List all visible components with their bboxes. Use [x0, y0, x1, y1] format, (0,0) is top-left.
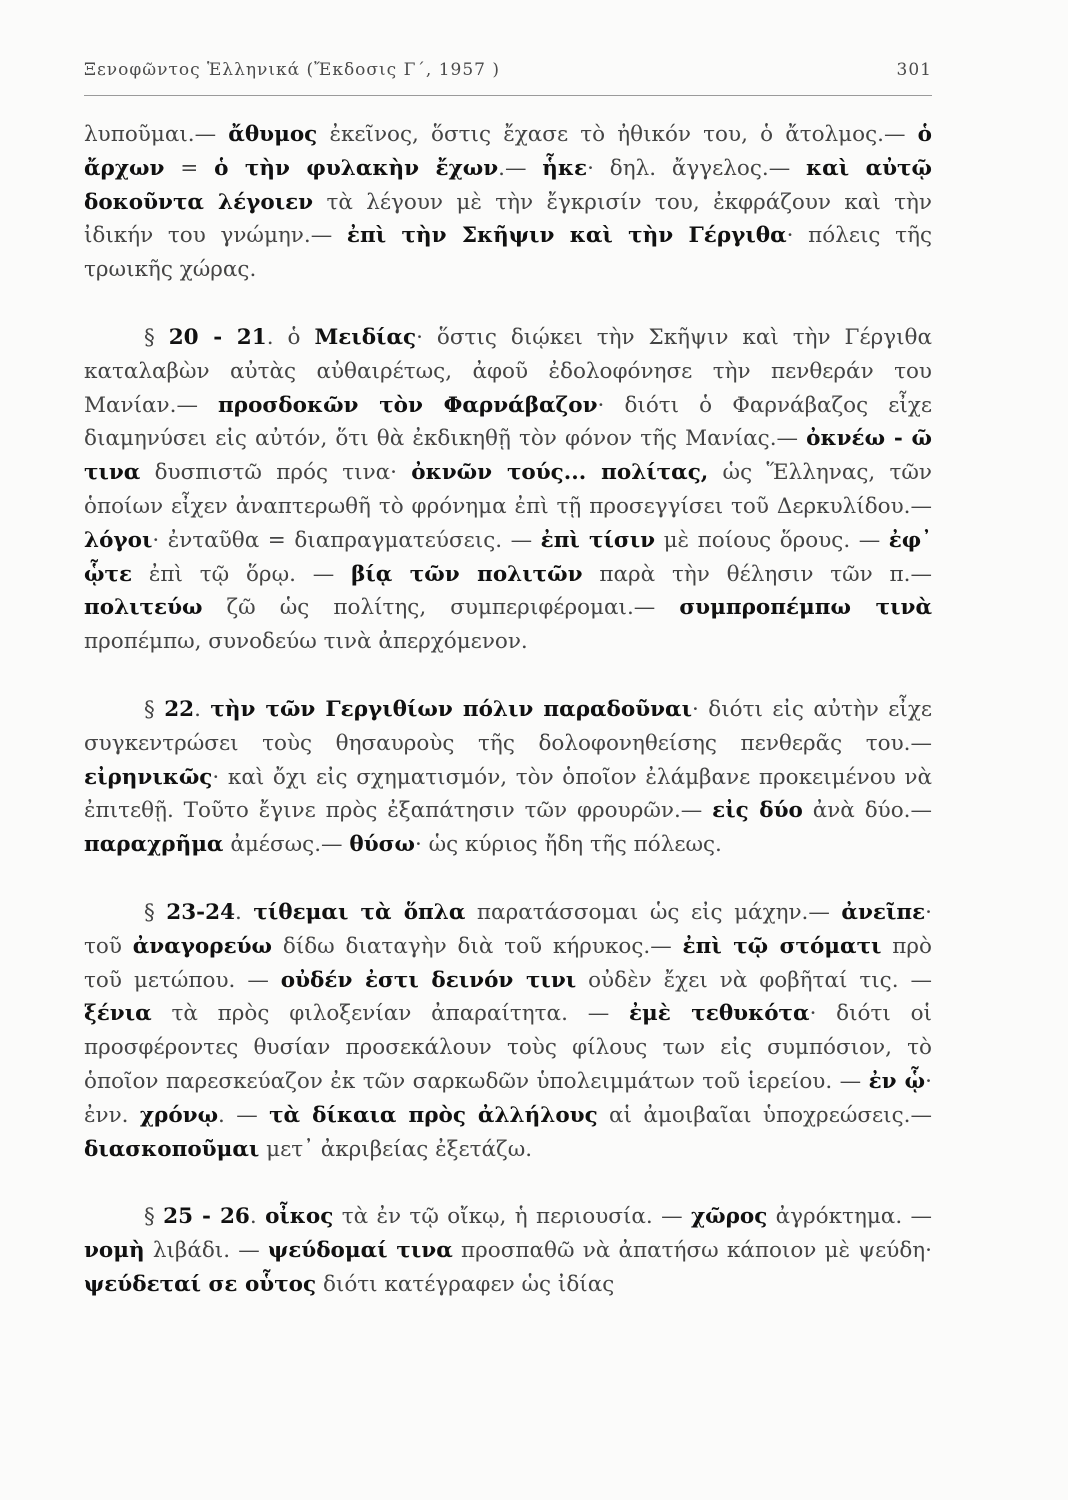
paragraph-section-23-24	[84, 896, 932, 1166]
gloss-text: · δηλ. ἄγγελος.—	[587, 155, 807, 181]
lemma: ἐφ᾽ ᾧτε	[84, 527, 932, 587]
lemma: ὁ ἄρχων	[84, 122, 932, 181]
gloss-text: παρὰ τὴν θέλησιν τῶν π.—	[582, 561, 932, 587]
header-rule	[84, 95, 932, 96]
lemma: εἰρηνικῶς	[84, 764, 213, 790]
gloss-text: §	[144, 696, 165, 722]
lemma: προσδοκῶν τὸν Φαρνάβαζον	[218, 392, 598, 418]
gloss-text: .—	[498, 155, 543, 181]
lemma: ἐπὶ τὴν Σκῆψιν καὶ τὴν Γέργιθα	[346, 223, 787, 249]
gloss-text: ζῶ ὡς πολίτης, συμπεριφέρομαι.—	[202, 595, 680, 621]
lemma: νομὴ	[84, 1238, 145, 1264]
lemma: ἐπὶ τίσιν	[540, 527, 656, 553]
gloss-text: λυποῦμαι.—	[84, 122, 229, 147]
gloss-text: ἀνὰ δύο.—	[802, 798, 932, 824]
gloss-text: πρὸ τοῦ μετώπου. —	[84, 933, 932, 993]
gloss-text: ἐκεῖνος, ὅστις ἔχασε τὸ ἠθικόν του, ὁ ἄτολμος.—	[317, 122, 918, 147]
lemma: εἰς δύο	[712, 798, 803, 824]
gloss-text: · ἐνταῦθα = διαπραγματεύσεις. —	[152, 527, 541, 553]
lemma: 20 - 21	[168, 324, 267, 350]
gloss-text: αἱ ἀμοιβαῖαι ὑποχρεώσεις.—	[597, 1102, 932, 1128]
gloss-text: . —	[218, 1102, 270, 1128]
lemma: οἶκος	[265, 1204, 334, 1230]
gloss-text: τὰ λέγουν μὲ τὴν ἔγκρισίν του, ἐκφράζουν καὶ τὴν ἰδικήν του γνώμην.—	[84, 189, 932, 249]
gloss-text: · πόλεις τῆς τρωικῆς χώρας.	[84, 223, 932, 283]
lemma: ἐν ᾧ	[868, 1068, 926, 1094]
gloss-text: .	[249, 1204, 266, 1230]
gloss-text: παρατάσσομαι ὡς εἰς μάχην.—	[465, 899, 842, 925]
lemma: συμπροπέμπω τινὰ	[679, 595, 932, 621]
lemma: οὐδέν ἐστι δεινόν τινι	[280, 967, 577, 993]
lemma: Μειδίας	[314, 324, 417, 350]
gloss-text: δίδω διαταγὴν διὰ τοῦ κήρυκος.—	[272, 933, 683, 959]
gloss-text: λιβάδι. —	[144, 1238, 268, 1264]
lemma: ψεύδεταί σε οὗτος	[84, 1271, 317, 1297]
gloss-text: §	[144, 324, 169, 350]
gloss-text: .	[235, 899, 254, 925]
lemma: ὁ τὴν φυλακὴν ἔχων	[214, 155, 499, 181]
gloss-text: μετ᾽ ἀκριβείας ἐξετάζω.	[259, 1136, 533, 1162]
gloss-text: · διότι εἰς αὐτὴν εἶχε συγκεντρώσει τοὺς θησαυροὺς τῆς δολοφονηθείσης πενθερᾶς του.—	[84, 696, 932, 756]
gloss-text: τὰ πρὸς φιλοξενίαν ἀπαραίτητα. —	[151, 1001, 629, 1027]
gloss-text: προσπαθῶ νὰ ἀπατήσω κάποιον μὲ ψεύδη·	[452, 1238, 932, 1264]
gloss-text: μὲ ποίους ὅρους. —	[655, 527, 889, 553]
paragraph-section-20-21	[84, 321, 932, 659]
gloss-text: . ὁ	[266, 324, 315, 350]
gloss-text: .	[194, 696, 211, 722]
lemma: ὀκνέω - ῶ τινα	[84, 426, 933, 486]
lemma: τὰ δίκαια πρὸς ἀλλήλους	[269, 1102, 598, 1128]
lemma: βίᾳ τῶν πολιτῶν	[351, 561, 583, 587]
gloss-text: · ὅστις διῴκει τὴν Σκῆψιν καὶ τὴν Γέργιθα καταλαβὼν αὐτὰς αὐθαιρέτως, ἀφοῦ ἐδολοφόνησε τὴν πενθεράν του Μανίαν.—	[84, 324, 932, 418]
lemma: 23-24	[166, 899, 236, 925]
lemma: ἧκε	[542, 155, 588, 181]
lemma: χῶρος	[690, 1204, 768, 1230]
gloss-text: · τοῦ	[84, 899, 932, 959]
gloss-text: ὡς Ἕλληνας, τῶν ὁποίων εἶχεν ἀναπτερωθῆ τὸ φρόνημα ἐπὶ τῇ προσεγγίσει τοῦ Δερκυλίδου.—	[84, 460, 932, 519]
gloss-text: · διότι οἱ προσφέροντες θυσίαν προσεκάλουν τοὺς φίλους των εἰς συμπόσιον, τὸ ὁποῖον παρεσκεύαζον ἐκ τῶν σαρκωδῶν ὑπολειμμάτων τοῦ ἱερείου. —	[84, 1001, 932, 1094]
commentary-body	[84, 118, 932, 1302]
lemma: 25 - 26	[163, 1204, 250, 1230]
gloss-text: · ἐνν.	[84, 1068, 932, 1128]
lemma: ἄθυμος	[228, 122, 318, 147]
gloss-text: ἀγρόκτημα. —	[767, 1204, 932, 1230]
gloss-text: ἐπὶ τῷ ὅρῳ. —	[132, 561, 352, 587]
gloss-text: §	[144, 1204, 164, 1230]
running-head	[84, 60, 932, 80]
gloss-text: τὰ ἐν τῷ οἴκῳ, ἡ περιουσία. —	[333, 1204, 691, 1230]
lemma: τίθεμαι τὰ ὅπλα	[253, 899, 466, 925]
paragraph-section-22	[84, 693, 932, 862]
running-head-title: Ξενοφῶντος Ἑλληνικά (Ἔκδοσις Γ΄, 1957 )	[84, 60, 501, 80]
gloss-text: ἀμέσως.—	[223, 832, 350, 858]
lemma: 22	[164, 696, 195, 722]
gloss-text: διότι κατέγραφεν ὡς ἰδίας	[316, 1271, 615, 1297]
gloss-text: · καὶ ὄχι εἰς σχηματισμόν, τὸν ὁποῖον ἐλάμβανε προκειμένου νὰ ἐπιτεθῇ. Τοῦτο ἔγινε πρὸς ἐξαπάτησιν τῶν φρουρῶν.—	[84, 764, 932, 824]
lemma: λόγοι	[84, 527, 153, 553]
lemma: τὴν τῶν Γεργιθίων πόλιν παραδοῦναι	[210, 696, 692, 722]
lemma: χρόνῳ	[139, 1102, 219, 1128]
lemma: ξένια	[84, 1001, 152, 1027]
paragraph-intro	[84, 118, 932, 287]
gloss-text: · διότι ὁ Φαρνάβαζος εἶχε διαμηνύσει εἰς αὐτόν, ὅτι θὰ ἐκδικηθῇ τὸν φόνον τῆς Μανίας.—	[84, 392, 932, 452]
gloss-text: προπέμπω, συνοδεύω τινὰ ἀπερχόμενον.	[84, 629, 528, 655]
gloss-text: δυσπιστῶ πρός τινα·	[140, 460, 412, 486]
lemma: ἀνεῖπε	[841, 899, 926, 925]
lemma: καὶ αὐτῷ δοκοῦντα λέγοιεν	[84, 155, 932, 215]
lemma: ἐμὲ τεθυκότα	[628, 1001, 810, 1027]
gloss-text: §	[144, 899, 167, 925]
lemma: παραχρῆμα	[84, 832, 224, 858]
lemma: διασκοποῦμαι	[84, 1136, 260, 1162]
lemma: ἀναγορεύω	[132, 933, 273, 959]
lemma: ὀκνῶν τούς... πολίτας,	[411, 460, 709, 486]
gloss-text: · ὡς κύριος ἤδη τῆς πόλεως.	[414, 832, 722, 858]
lemma: θύσω	[349, 832, 415, 858]
paragraph-section-25-26	[84, 1200, 932, 1301]
page-number: 301	[896, 60, 932, 80]
gloss-text: =	[164, 155, 215, 181]
lemma: ψεύδομαί τινα	[267, 1238, 453, 1264]
lemma: ἐπὶ τῷ στόματι	[682, 933, 882, 959]
gloss-text: οὐδὲν ἔχει νὰ φοβῆταί τις. —	[576, 967, 932, 993]
lemma: πολιτεύω	[84, 595, 203, 621]
